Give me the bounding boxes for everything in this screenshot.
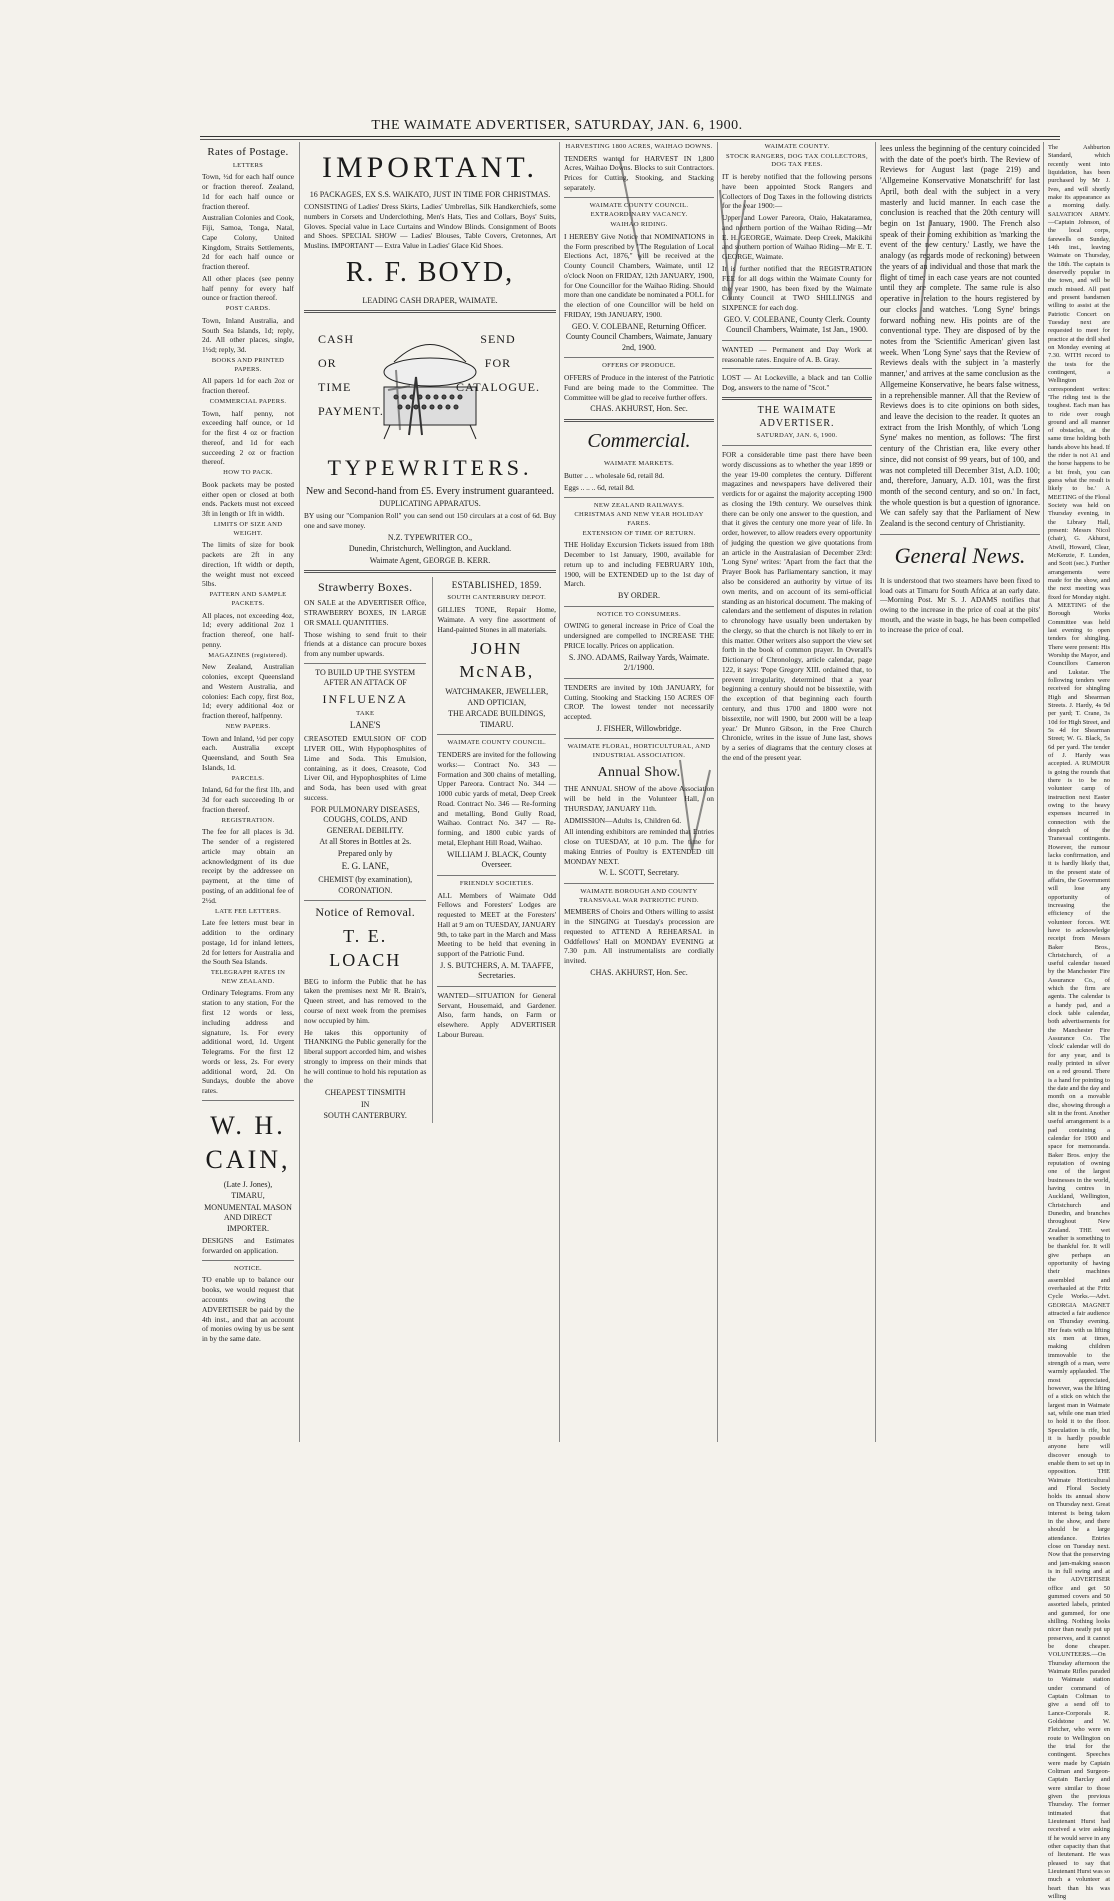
- newspapers-text: Town and Inland, ½d per copy each. Australia except Queensland, and South Sea Islands, 1d.: [202, 733, 294, 772]
- loach-thanks: He takes this opportunity of THANKING the Public generally for the liberal support accorded him, and wishes strongly to impress on their minds that he will continue to hold his reputation as the: [304, 1027, 427, 1086]
- established-body: GILLIES TONE, Repair Home, Waimate. A very fine assortment of Hand-painted Stones in all materials.: [437, 604, 556, 634]
- vacancy-sign: GEO. V. COLEBANE, Returning Officer. County Council Chambers, Waimate, January 2nd, 1900.: [565, 321, 713, 352]
- friendly-body: ALL Members of Waimate Odd Fellows and Foresters' Lodges are requested to MEET at the Foresters' Hall at 9 am on TUESDAY, JANUARY 9th, to take part in the March and Mass Meeting to be held that evening in support of the Patriotic Fund.: [437, 890, 556, 959]
- paper-date: SATURDAY, JAN. 6, 1900.: [756, 432, 838, 440]
- other-places-text: All other places (see penny half penny for every half ounce or fraction thereof.: [202, 273, 294, 303]
- established-place: SOUTH CANTERBURY DEPOT.: [447, 594, 547, 602]
- typewriters-sub: New and Second-hand from £5. Every instrument guaranteed.: [306, 485, 554, 497]
- wanted-work: WANTED — Permanent and Day Work at reasonable rates. Enquire of A. B. Gray.: [722, 344, 872, 364]
- typewriter-agent: Waimate Agent, GEORGE B. KERR.: [369, 555, 491, 565]
- telegraph-text: Ordinary Telegrams. From any station to any station, For the first 12 words or less, including address and signature, 1s. For every additional word, 1d. Urgent Telegrams. For the first 12 words or less, 2s. For every additional word, 2d. On Sundays, double the above rates.: [202, 988, 294, 1096]
- loach-canterbury: SOUTH CANTERBURY.: [323, 1111, 407, 1121]
- divider: [722, 340, 872, 341]
- paper-name: THE WAIMATE ADVERTISER.: [757, 404, 837, 430]
- produce-heading: OFFERS OF PRODUCE.: [602, 362, 676, 370]
- post-cards-heading: POST CARDS.: [225, 305, 271, 313]
- tenders-body: TENDERS are invited by 10th JANUARY, for Cutting, Stooking and Stacking 150 ACRES OF CROP. The lowest tender not necessarily accepted.: [564, 682, 714, 722]
- registration-heading: REGISTRATION.: [221, 816, 275, 824]
- lost-dog: LOST — At Lockeville, a black and tan Collie Dog, answers to the name of "Scot.": [722, 373, 872, 393]
- divider: [304, 310, 556, 313]
- parcels-text: Inland, 6d for the first 1lb, and 3d for each succeeding lb or fraction thereof.: [202, 785, 294, 814]
- limits-heading: LIMITS OF SIZE AND WEIGHT.: [213, 520, 283, 537]
- lane-prepared: Prepared only by: [337, 848, 393, 858]
- dogtax-fee: It is further notified that the REGISTRATION FEE for all dogs within the Waimate County for the year 1900, has been fixed by the Waimate County Council at TWO SHILLINGS and SIXPENCE for each dog.: [722, 264, 872, 313]
- friendly-heading: FRIENDLY SOCIETIES.: [459, 879, 534, 887]
- divider: [437, 986, 556, 987]
- rates-title: Rates of Postage.: [207, 146, 289, 158]
- county-heading: WAIMATE COUNTY COUNCIL.: [589, 201, 689, 209]
- harvest-body: TENDERS wanted for HARVEST IN 1,800 Acres, Waihao Downs. Blocks to suit Contractors. Prices for Cutting, Stooking, and Stacking separately.: [564, 153, 714, 192]
- harvest-heading: HARVESTING 1800 ACRES, WAIHAO DOWNS.: [565, 143, 713, 150]
- loach-body: BEG to inform the Public that he has taken the premises next Mr R. Brain's, Queen street, and has removed to the course of next week from the premises now occupied by him.: [304, 976, 427, 1025]
- lane-for: FOR PULMONARY DISEASES, COUGHS, COLDS, AND GENERAL DEBILITY.: [310, 804, 420, 835]
- col2-right-sub: [432, 577, 556, 1122]
- loach-cheapest: CHEAPEST TINSMITH: [325, 1088, 406, 1098]
- consumers-body: OWING to general increase in Price of Coal the undersigned are compelled to INCREASE THE PRICE locally. Prices on application.: [564, 621, 714, 650]
- patriotic-heading: WAIMATE BOROUGH AND COUNTY TRANSVAAL WAR PATRIOTIC FUND.: [579, 888, 699, 904]
- parcels-heading: PARCELS.: [231, 774, 265, 782]
- annual-body: THE ANNUAL SHOW of the above Association will be held in the Volunteer Hall, on THURSDAY, JANUARY 11th.: [564, 784, 714, 813]
- or-label: OR: [318, 356, 337, 371]
- divider: [304, 900, 426, 901]
- time-label: TIME: [318, 380, 352, 395]
- patriotic-body: MEMBERS of Choirs and Others willing to assist in the SINGING at Tuesday's procession are requested to ATTEND A REHEARSAL in Oddfellows' Hall on MONDAY EVENING at 7.30 p.m. All instrumentalists are cordially invited.: [564, 907, 714, 966]
- send-for-catalogue-text: [456, 327, 540, 399]
- payment-label: PAYMENT.: [318, 404, 384, 419]
- pack-text: Book packets may be posted either open or closed at both ends. Packets must not exceed 3ft in length or 1ft in width.: [202, 479, 294, 519]
- masthead-rule-lower: [200, 139, 1060, 140]
- column-notices: [560, 142, 718, 1442]
- for-label: FOR: [484, 356, 512, 371]
- council-sign: WILLIAM J. BLACK, County Overseer.: [447, 849, 547, 870]
- consumers-heading: NOTICE TO CONSUMERS.: [597, 610, 681, 618]
- strawberry-note: Those wishing to send fruit to their friends at a distance can procure boxes from any number upwards.: [304, 629, 427, 659]
- cain-designs: DESIGNS and Estimates forwarded on application.: [202, 1236, 294, 1256]
- column-local-news: [1044, 142, 1114, 1900]
- leader-article: FOR a considerable time past there have been wordy discussions as to whether the year 1899 or the year 19-00 completes the century. Different magazines and newspapers have delivered their verdicts for or against the majority accepting 1900 as closing the 19th century. We ourselves think there can be only one answer to the question, and that it gives the century one more year of life. In order, however, to allow readers every opportunity of judging the question we give quotations from an article in the Australasian of December 23rd: 'Long Syne' writes: 'Apart from the fact that the Prayer Book has Parliamentary sanction, it may also be considered an authority by virtue of its own merits, and on account of its semi-official standing as an historical document. The making of calendars and the settlement of disputes in relation to chronology have usually been undertaken by the clergy, so that the church is not likely to err in this matter. Other writers also support the view set forth in the book of common prayer. In Overall's Dictionary of Chronology, article calendar, page 122, it says: 'Pope Gregory XIII. ordained that, to prevent irregularity, determined that a year beginning a century should not be bissextile, with the exception of that beginning each fourth century, and thus 1700 and 1800 were not bissextile, nor will 1900, but 2000 will be a leap year.' Dr Munro Gibson, in the Free Church Chronicle, writes in the issue of June last, shows by a series of diagrams that the century closes at the end of the present year.: [722, 450, 872, 762]
- council-body: TENDERS are invited for the following works:— Contract No. 343 — Formation and 300 chains of metalling, Upper Pareora. Contract No. 344 — 1000 cubic yards of metal, Deep Creek Road. Contract No. 346 — Re-forming and metalling, Bond Gully Road, Waihao. Contract No. 347 — Re-forming, and 1800 cubic yards of metal, Elephant Hill Road, Waihao.: [437, 750, 556, 847]
- friendly-sign: J. S. BUTCHERS, A. M. TAAFFE, Secretaries.: [440, 960, 554, 981]
- divider: [437, 734, 556, 735]
- dogtax-body: IT is hereby notified that the following persons have been appointed Stock Rangers and Collectors of Dog Taxes in the following districts for the year 1900:—: [722, 172, 872, 211]
- influenza-pre: TO BUILD UP THE SYSTEM AFTER AN ATTACK OF: [315, 667, 416, 688]
- column-advertisements: [300, 142, 560, 1442]
- strawberry-body: ON SALE at the ADVERTISER Office, STRAWBERRY BOXES, IN LARGE OR SMALL QUANTITIES.: [304, 598, 427, 627]
- wanted-body: WANTED—SITUATION for General Servant, Housemaid, and Gardener. Also, farm hands, on Farm or elsewhere. Apply ADVERTISER Labour Bureau.: [437, 990, 556, 1040]
- cain-sub: (Late J. Jones),: [223, 1179, 273, 1189]
- divider: [722, 368, 872, 369]
- commercial-text: Town, half penny, not exceeding half ounce, or 1d for the first 4 oz or fraction thereof, and 1d for each succeeding 2 oz or fraction thereof.: [202, 408, 294, 467]
- patterns-text: All places, not exceeding 4oz, 1d; every additional 2oz 1 fraction thereof, one half-penny.: [202, 610, 294, 649]
- mcnab-address: THE ARCADE BUILDINGS, TIMARU.: [448, 709, 546, 729]
- divider: [880, 534, 1040, 535]
- masthead: THE WAIMATE ADVERTISER, SATURDAY, JAN. 6, 1900.: [371, 118, 743, 133]
- colonies-text: Australian Colonies and Cook, Fiji, Samoa, Tonga, Natal, Cape Colony, United Kingdom, Straits Settlements, 2d for each half ounce or fraction thereof.: [202, 213, 294, 272]
- commercial-heading: Commercial.: [587, 429, 691, 452]
- divider: [202, 1100, 294, 1101]
- vacancy-body: I HEREBY Give Notice that NOMINATIONS in the Form prescribed by "The Regulation of Local Elections Act, 1876," will be received at the County Council Chambers, Waimate, until 12 o'clock Noon on FRIDAY, 12th JANUARY, 1900, for One Councillor for the Waihao Riding. Should more than one candidate be nominated a POLL for the election of one Councillor will be held on FRIDAY, 19th JANUARY, 1900.: [564, 231, 714, 319]
- divider: [722, 445, 872, 446]
- letters-text: Town, ½d for each half ounce or fraction thereof. Zealand, 1d for each half ounce or fraction thereof.: [202, 172, 294, 211]
- books-text: All papers 1d for each 2oz or fraction thereof.: [202, 376, 294, 396]
- general-news-heading: General News.: [894, 542, 1026, 568]
- magazines-heading: MAGAZINES (registered).: [208, 651, 288, 659]
- lane-price: At all Stores in Bottles at 2s.: [319, 837, 412, 847]
- divider: [564, 357, 714, 358]
- consumers-sign: S. JNO. ADAMS, Railway Yards, Waimate. 2/1/1900.: [568, 652, 710, 673]
- col2-left-sub: [304, 577, 426, 1122]
- lane-name: LANE'S: [349, 720, 381, 731]
- column-county: [718, 142, 876, 1442]
- railways-body: THE Holiday Excursion Tickets issued from 18th December to 1st January, 1900, available for return up to and including FEBRUARY 10th, 1900, will be EXTENDED up to the 1st day of March.: [564, 540, 714, 589]
- late-fee-text: Late fee letters must bear in addition to the ordinary postage, 1d for inland letters, 2d for letters for Australia and the South Sea Islands.: [202, 918, 294, 967]
- notice-text: TO enable up to balance our books, we would request that accounts owing the ADVERTISER be paid by the 4th inst., and that an account of monies owing by us be sent in by the same date.: [202, 1275, 294, 1344]
- cain-place: TIMARU,: [231, 1191, 265, 1201]
- floral-sign: W. L. SCOTT, Secretary.: [598, 868, 680, 878]
- leader-continued: lees unless the beginning of the century coincided with the date of the poet's birth. The Review of Reviews for August last (page 219) and 'Allgemeine Konservative Monatschrift' for last April, both deal with the subject in a very masterly and lucid manner. In each case the conclusion is reached that the 20th century will begin on 1st January, 1900. The French also speak of their coming exhibition as 'marking the event of the new century.' Lastly, we have the analogy (as regards mode of reckoning) between the years of an individual and those that mark the flight of time: in each case years are not counted until they are complete. The same rule is also operative in relation to the hours registered by our clocks and watches. 'Long Syne' brings forward nothing new. His points are of the conventional type. They are disposed of by the notes from the 'Scientific American' given last week. When 'Long Syne' says that the Review of Reviews deals with the subject in 'a masterly manner,' and arrives at the same conclusion as the Allgemeine Konservative, he bears false witness, in a reprehensible manner. All that the Review of Reviews does is to cite opinions on both sides, and leave the decision to the reader. It quotes an extract from the Irish Monthly, of which 'Long Syne' makes no mention, as follows: 'The first century of the Christian era, like every other since, did not consist of 99 years, but of 100, and was not completed till December 31st, A.D. 100; and, therefore, January, A.D. 101, was the first month of the second century, and so on.' In fact, the whole question is but a question of ignorance. We can safely say that the Parliament of New Zealand is the second century of Christianity.: [880, 144, 1040, 529]
- annual-show-heading: Annual Show.: [597, 764, 681, 780]
- important-sub: 16 PACKAGES, EX S.S. WAIKATO, JUST IN TIME FOR CHRISTMAS.: [309, 189, 551, 199]
- divider: [564, 419, 714, 422]
- dogtax-sign: GEO. V. COLEBANE, County Clerk. County Council Chambers, Waimate, 1st Jan., 1900.: [723, 314, 871, 335]
- divider: [202, 1260, 294, 1261]
- divider: [304, 663, 426, 664]
- send-label: SEND: [480, 332, 516, 347]
- railways-sign: BY ORDER.: [618, 591, 660, 601]
- typewriter-company: N.Z. TYPEWRITER CO.,: [387, 532, 473, 542]
- removal-heading: Notice of Removal.: [315, 905, 416, 920]
- riding-heading: WAIHAO RIDING.: [610, 221, 668, 229]
- masthead-rule: [200, 136, 1060, 137]
- commercial-heading: COMMERCIAL PAPERS.: [209, 397, 287, 405]
- boyd-sub: LEADING CASH DRAPER, WAIMATE.: [362, 295, 498, 305]
- important-body: CONSISTING of Ladies' Dress Skirts, Ladies' Umbrellas, Silk Handkerchiefs, some numbers in Corsets and Underclothing, Men's Hats, Ties and Collars, Boys' Suits, Gloves. Special value in Lace Curtains and Window Blinds. Consignment of Boots and Shoes. SPECIAL SHOW — Ladies' Blouses, Table Covers, Cretonnes, Art Muslins. IMPORTANT — Extra Value in Ladies' Glace Kid Shoes.: [304, 202, 556, 251]
- loach-in: IN: [360, 1099, 370, 1109]
- general-news-body: It is understood that two steamers have been fixed to load oats at Timaru for South Africa at an early date.—Morning Post. Mr S. J. ADAMS notifies that owing to the increase in the price of coal at the pits' mouth, and the waste in bags, he has been compelled to increase the price of coal.: [880, 575, 1040, 634]
- produce-sign: CHAS. AKHURST, Hon. Sec.: [590, 404, 688, 414]
- markets-heading: WAIMATE MARKETS.: [603, 460, 674, 468]
- lane-take: TAKE: [356, 709, 375, 717]
- dogtax-heading: STOCK RANGERS, DOG TAX COLLECTORS, DOG TAX FEES.: [726, 152, 868, 169]
- local-news-body: The Ashburton Standard, which recently went into liquidation, has been purchased by Mr J. Ives, and will shortly make its appearance as a morning daily. SALVATION ARMY.—Captain Johnson, of the local corps, farewells on Sunday, 14th inst., leaving Waimate on Thursday, the 18th. The captain is deservedly popular in the town, and will be much missed. All past and present bandsmen willing to assist at the Patriotic Concert on Tuesday next are requested to meet for practice at the drill shed on Monday evening at 7.30. WITH record to the tests for the contingent, a Wellington correspondent writes: 'The riding test is the toughest. Each man has to ride over rough ground and all manner of obstacles, at the same time holding both hands above his head. If the rider is not A1 and the horse happens to be a bit fresh, you can guess what the result is likely to be.' A MEETING of the Floral Society was held on Thursday evening, in the Library Hall, present: Messrs Nicol (chair), G. Akhurst, Atwill, Howard, Clear, McKenzie, F. Lunden, and Scott (sec.). Further arrangements were made for the show, and the next meeting was fixed for Monday night. A MEETING of the Borough Works Committee was held last evening to open tenders for shingling. There were present: His Worship the Mayor, and Councillors Cameron and Lukstar. The following tenders were received for shingling High and Shearman Streets. J. Hardy, 4s 9d per yard; T. Crane, 3s 10d for High Street, and 5s 4d for Shearman Street; W. G. Black, 5s 6d per yard. The tender of J. Hardy was accepted. A RUMOUR is going the rounds that there is to be no volunteer camp of instruction next Easter owing to the heavy expenses incurred in connection with the despatch of the Transvaal contingents. However, the rumour lacks confirmation, and it is hardly likely that, in the present state of affairs, the Government will lose any opportunity of increasing the efficiency of the volunteer forces. WE have to acknowledge receipt from Messrs Baker Bros., Christchurch, of a useful calendar issued by the Manchester Fire Assurance Co., of which the firm are agents. The calendar is a handy pad, and a clock table calendar, both advertisements for the Manchester Fire Assurance Co. The 'clock' calendar will do for any year, and is really printed in silver on a red ground. There is a hand for pointing to the date and the day and month on a movable disc, showing through a slit in the front. Another useful arrangement is a pad containing a calendar for 1900 and space for memoranda. Baker Bros. enjoy the reputation of owning one of the largest businesses in the world, having centres in Auckland, Wellington, Christchurch and Dunedin, and branches throughout New Zealand. THE wet weather is something to be thankful for. It will give perhaps an opportunity of having their machines assembled and overhauled at the Fritz Cycle Works.—Advt. GEORGIA MAGNET attracted a fair audience on Thursday evening. Her feats with us lifting six men at times, making children immovable to the strength of a man, were warmly applauded. The most appreciated, however, was the lifting of a stick on which the largest man in Waimate sat, while one man tried to hold it to the floor. Speculation is rife, but it is hardly possible anyone here will discover enough to enable them to set up in opposition. THE Waimate Horticultural and Floral Society holds its annual show on Thursday next. Great interest is being taken in the show, and there should be a large attendance. Entries close on Tuesday next. Now that the preserving and jam-making season is in full swing and at the ADVERTISER office and get 50 gummed covers and 50 assorted labels, printed and gummed, for one shilling. Nothing looks nicer than neatly put up preserves, and it cannot be done cheaper. VOLUNTEERS.—On Thursday afternoon the Waimate Rifles paraded to Waimate station under command of Captain Coltman to give a send off to Lance-Corporals R. Goldstone and W. Fletcher, who were en route to Wellington on the trial for the contingent. Speeches were made by Captain Coltman and Surgeon-Captain Barclay and were similar to those given the previous Thursday. The former intimated that Lieutenant Hurst had received a wire asking if he would serve in any other capacity than that of lieutenant. He was pleased to say that Lieutenant Hurst was so much a volunteer at heart than his was willing: [1048, 144, 1110, 1900]
- lane-body: CREASOTED EMULSION OF COD LIVER OIL, With Hypophosphites of Lime and Soda. This Emulsion, containing, as it does, Creasote, Cod Liver Oil, and Hypophosphites of Lime and Soda, has been used with great success.: [304, 734, 427, 802]
- loach-name: T. E. LOACH: [329, 926, 402, 970]
- divider: [437, 875, 556, 876]
- dogtax-places: Upper and Lower Pareora, Otaio, Hakataramea, and northern portion of the Waihao Riding—Mr E. H. GEORGE, Waimate. Deep Creek, Makikihi and southern portion of Waihao Riding—Mr E. T. GEORGE, Waimate.: [722, 213, 872, 262]
- tenders-sign: J. FISHER, Willowbridge.: [596, 723, 682, 733]
- typewriter-illustration: [304, 317, 556, 447]
- typewriter-body: BY using our "Companion Roll" you can send out 150 circulars at a cost of 6d. Buy one and save money.: [304, 511, 556, 530]
- eggs-price: Eggs .. .. .. 6d, retail 8d.: [564, 482, 635, 492]
- vacancy-heading: EXTRAORDINARY VACANCY.: [590, 211, 688, 219]
- patterns-heading: PATTERN AND SAMPLE PACKETS.: [209, 591, 287, 607]
- lane-address: CHEMIST (by examination), CORONATION.: [318, 875, 413, 895]
- cain-name: W. H. CAIN,: [205, 1110, 291, 1175]
- cash-label: CASH: [318, 332, 355, 347]
- column-postage: [198, 142, 298, 1442]
- produce-body: OFFERS of Produce in the interest of the Patriotic Fund are being made to the Committee. The Committee will be glad to receive further offers.: [564, 373, 714, 402]
- railways-heading: NEW ZEALAND RAILWAYS.: [593, 501, 685, 509]
- telegraph-heading: TELEGRAPH RATES IN NEW ZEALAND.: [210, 969, 286, 985]
- notice-heading: NOTICE.: [234, 1264, 262, 1272]
- divider: [564, 678, 714, 679]
- registration-text: The fee for all places is 3d. The sender of a registered article may obtain an acknowledgment of its due receipt by the addressee on payment, at the time of posting, of an additional fee of 2½d.: [202, 827, 294, 905]
- newspapers-heading: NEW PAPERS.: [225, 722, 271, 730]
- pack-heading: HOW TO PACK.: [223, 469, 273, 477]
- divider: [722, 397, 872, 400]
- letters-heading: LETTERS: [232, 161, 264, 169]
- cain-trade: MONUMENTAL MASON AND DIRECT IMPORTER.: [204, 1202, 292, 1233]
- divider: [564, 606, 714, 607]
- divider: [564, 497, 714, 498]
- books-heading: BOOKS AND PRINTED PAPERS.: [211, 356, 285, 373]
- important-heading: IMPORTANT.: [321, 151, 539, 184]
- limits-text: The limits of size for book packets are 2ft in any direction, 1ft width or depth, the weight must not exceed 5lbs.: [202, 540, 294, 589]
- mcnab-name: JOHN McNAB,: [459, 639, 535, 681]
- boyd-name: R. F. BOYD,: [345, 256, 515, 288]
- divider: [304, 570, 556, 573]
- county-heading: WAIMATE COUNTY.: [764, 143, 830, 150]
- divider: [564, 197, 714, 198]
- catalogue-label: CATALOGUE.: [455, 380, 540, 395]
- duplicating-heading: DUPLICATING APPARATUS.: [379, 498, 481, 508]
- typewriters-heading: TYPEWRITERS.: [327, 455, 533, 481]
- butter-price: Butter .. .. wholesale 6d, retail 8d.: [564, 471, 665, 481]
- lane-chemist: E. G. LANE,: [341, 861, 389, 872]
- floral-heading: WAIMATE FLORAL, HORTICULTURAL, AND INDUSTRIAL ASSOCIATION.: [567, 743, 711, 760]
- established-heading: ESTABLISHED, 1859.: [451, 580, 542, 591]
- patriotic-sign: CHAS. AKHURST, Hon. Sec.: [590, 968, 688, 978]
- extension-heading: EXTENSION OF TIME OF RETURN.: [582, 529, 696, 537]
- council-heading: WAIMATE COUNTY COUNCIL.: [447, 739, 547, 747]
- strawberry-heading: Strawberry Boxes.: [318, 580, 413, 595]
- holiday-heading: CHRISTMAS AND NEW YEAR HOLIDAY FARES.: [574, 511, 704, 527]
- column-leader-continued: [876, 142, 1044, 1442]
- magazines-text: New Zealand, Australian colonies, except Queensland and Western Australia, and colonies: Each copy, first 8oz, 1d; every additional 4oz or fraction thereof, halfpenny.: [202, 662, 294, 721]
- influenza-heading: INFLUENZA: [322, 691, 408, 706]
- post-cards-text: Town, Inland Australia, and South Sea Islands, 1d; reply, 2d. All other places, single, 1½d; reply, 3d.: [202, 315, 294, 355]
- typewriter-towns: Dunedin, Christchurch, Wellington, and Auckland.: [348, 544, 512, 554]
- late-fee-heading: LATE FEE LETTERS.: [214, 907, 282, 915]
- divider: [564, 883, 714, 884]
- entries-text: All intending exhibitors are reminded that Entries close on TUESDAY, at 10 p.m. The time for making Entries of Poultry is EXTENDED till MONDAY NEXT.: [564, 827, 714, 866]
- admission-text: ADMISSION—Adults 1s, Children 6d.: [564, 815, 682, 825]
- col2-lower: [304, 577, 556, 1122]
- mcnab-trade: WATCHMAKER, JEWELLER, AND OPTICIAN,: [445, 687, 549, 707]
- divider: [564, 738, 714, 739]
